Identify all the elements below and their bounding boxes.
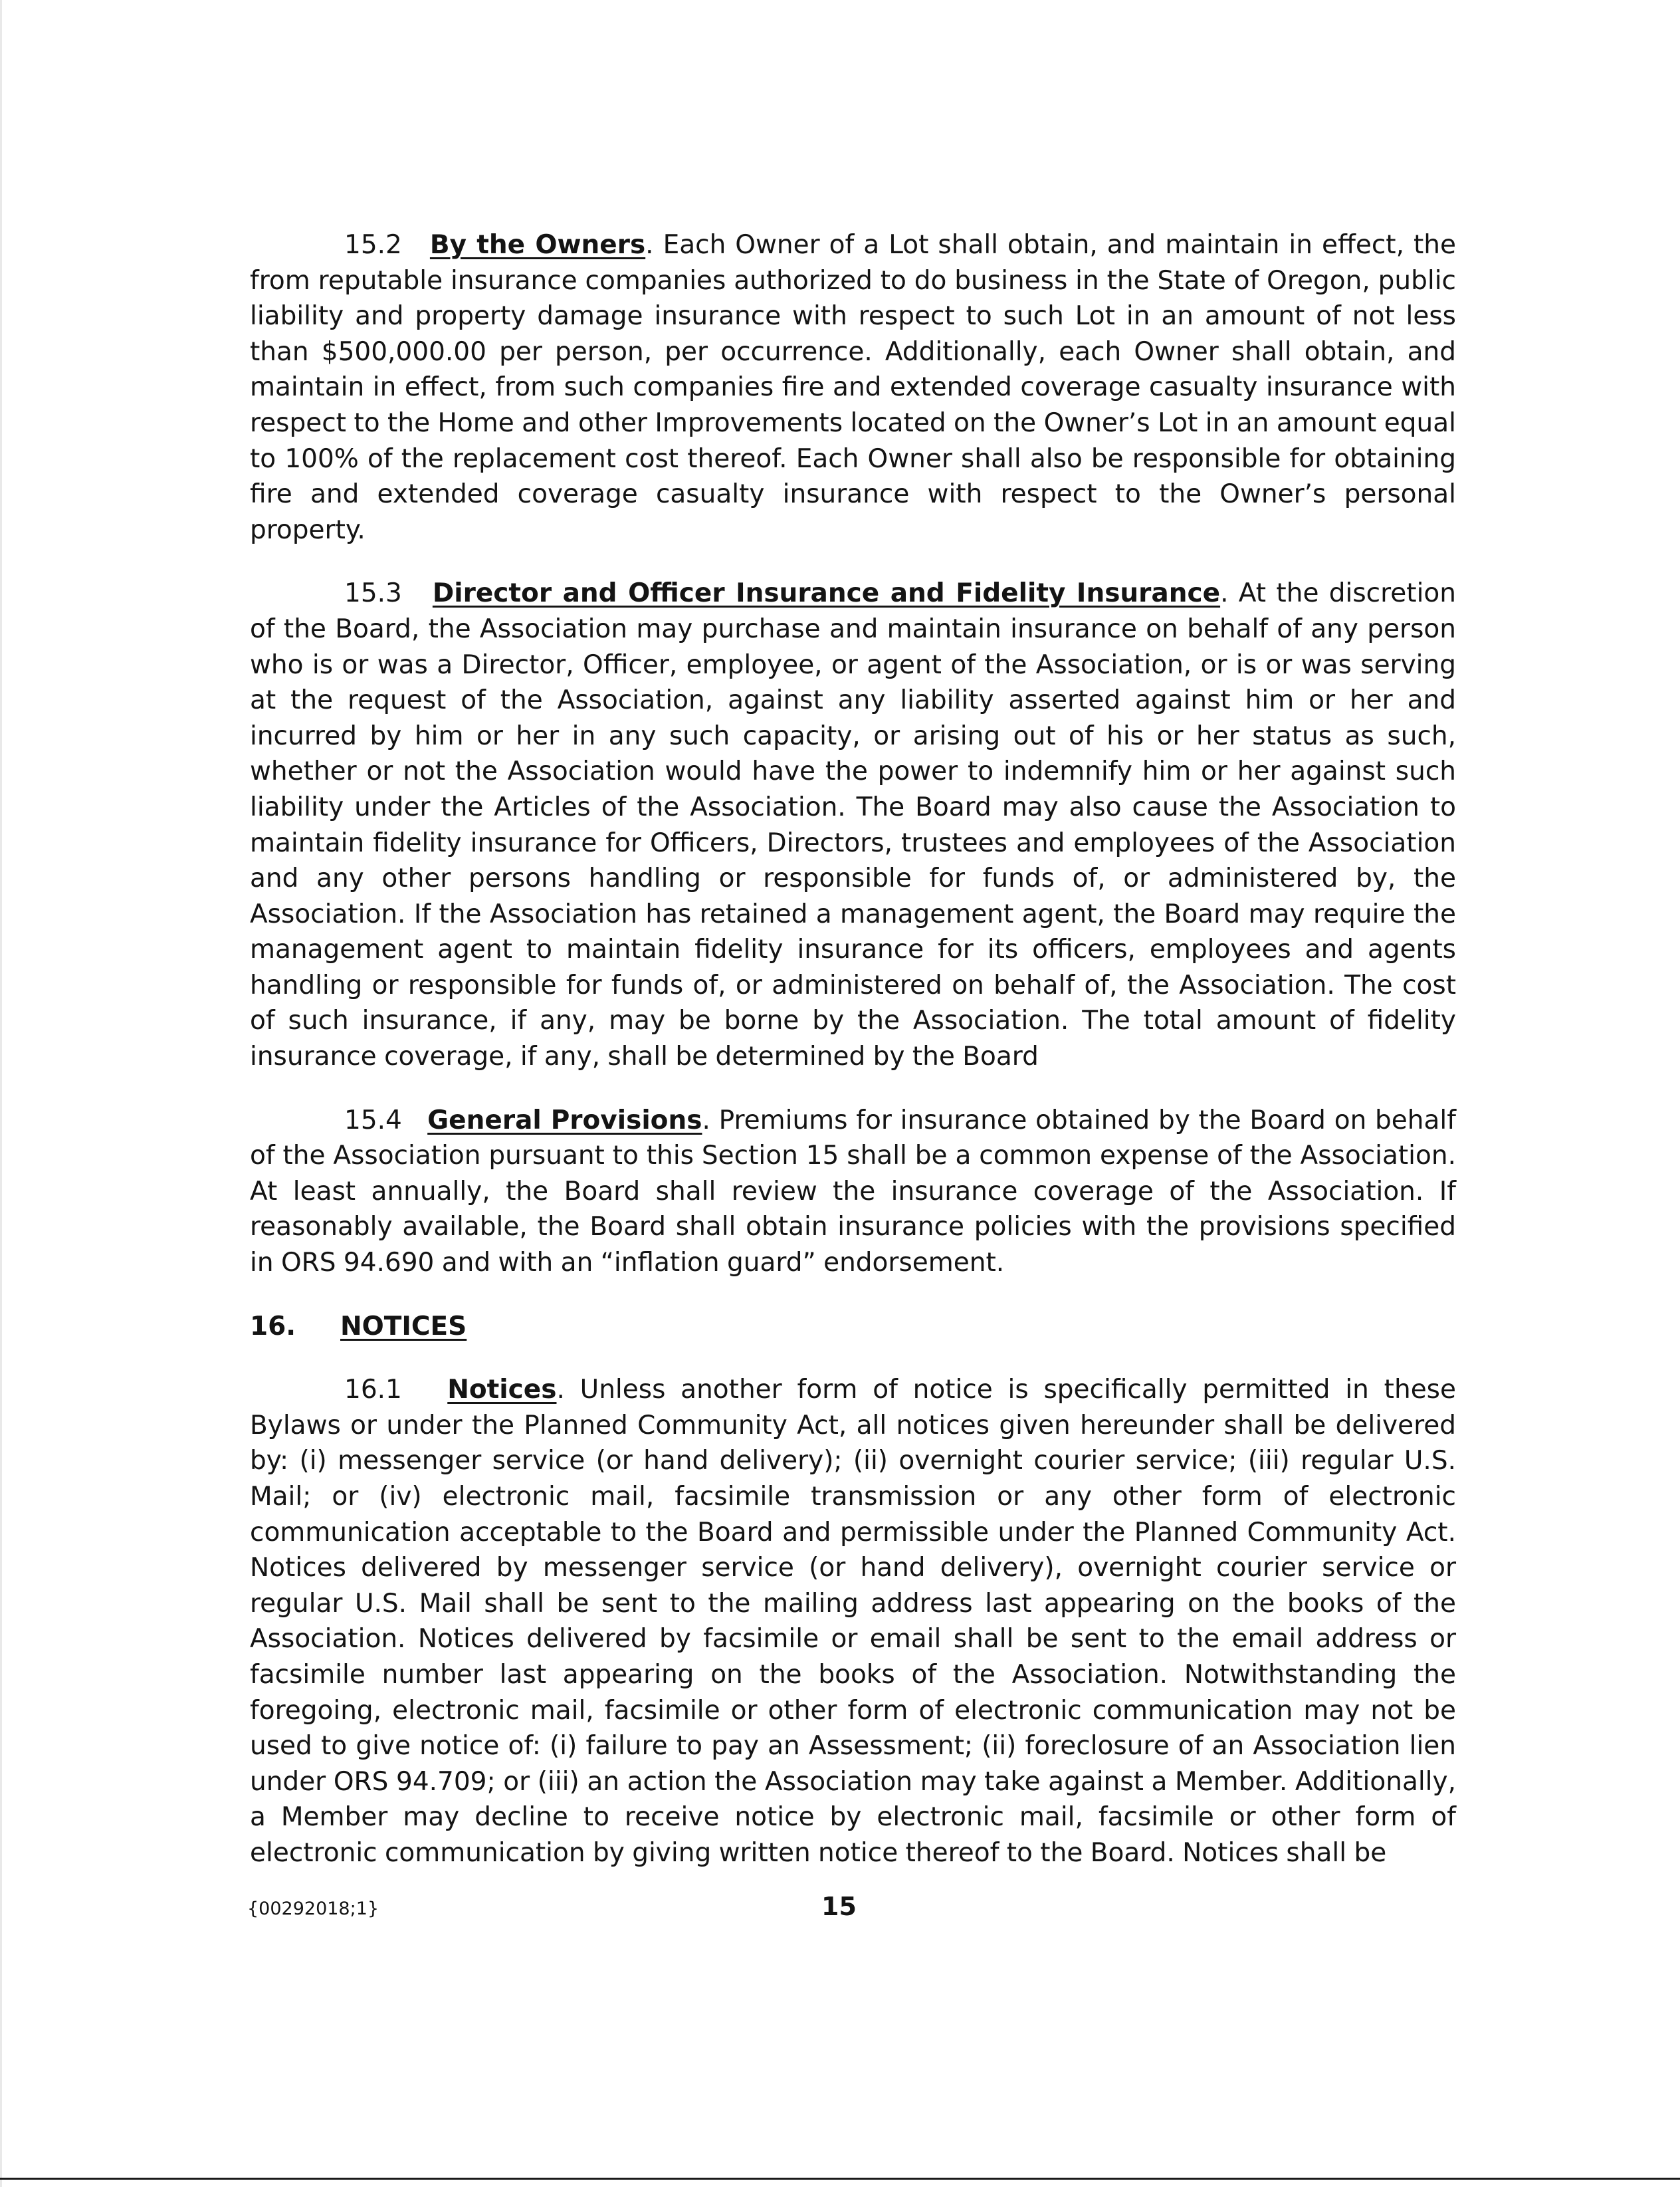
document-body (250, 227, 1456, 1871)
section-15-3 (250, 576, 1456, 1074)
section-title: Director and Officer Insurance and Fidelity Insurance (432, 578, 1221, 609)
document-id: {00292018;1} (247, 1899, 379, 1919)
page-number: 15 (821, 1892, 857, 1921)
section-title: General Provisions (427, 1105, 702, 1135)
section-body: . Unless another form of notice is specifically permitted in these Bylaws or under the Planned Community Act, all notices given hereunder shall be delivered by: (i) messenger service (or hand delivery); (ii) overnight courier service; (iii) regular U.S. Mail; or (iv) electronic mail, facsimile transmission or any other form of electronic communication acceptable to the Board and permissible under the Planned Community Act. Notices delivered by messenger service (or hand delivery), overnight courier service or regular U.S. Mail shall be sent to the mailing address last appearing on the books of the Association. Notices delivered by facsimile or email shall be sent to the email address or facsimile number last appearing on the books of the Association. Notwithstanding the foregoing, electronic mail, facsimile or other form of electronic communication may not be used to give notice of: (i) failure to pay an Assessment; (ii) foreclosure of an Association lien under ORS 94.709; or (iii) an action the Association may take against a Member. Additionally, a Member may decline to receive notice by electronic mail, facsimile or other form of electronic communication by giving written notice thereof to the Board. Notices shall be (250, 1375, 1456, 1868)
section-body: . Each Owner of a Lot shall obtain, and maintain in effect, the from reputable insurance companies authorized to do business in the State of Oregon, public liability and property damage insurance with respect to such Lot in an amount of not less than $500,000.00 per person, per occurrence. Additionally, each Owner shall obtain, and maintain in effect, from such companies fire and extended coverage casualty insurance with respect to the Home and other Improvements located on the Owner’s Lot in an amount equal to 100% of the replacement cost thereof. Each Owner shall also be responsible for obtaining fire and extended coverage casualty insurance with respect to the Owner’s personal property. (250, 230, 1456, 545)
section-15-2 (250, 227, 1456, 548)
section-15-4 (250, 1103, 1456, 1281)
section-body: . At the discretion of the Board, the Association may purchase and maintain insurance on behalf of any person who is or was a Director, Officer, employee, or agent of the Association, or is or was serving at the request of the Association, against any liability asserted against him or her and incurred by him or her in any such capacity, or arising out of his or her status as such, whether or not the Association would have the power to indemnify him or her against such liability under the Articles of the Association. The Board may also cause the Association to maintain fidelity insurance for Officers, Directors, trustees and employees of the Association and any other persons handling or responsible for funds of, or administered by, the Association. If the Association has retained a management agent, the Board may require the management agent to maintain fidelity insurance for its officers, employees and agents handling or responsible for funds of, or administered on behalf of, the Association. The cost of such insurance, if any, may be borne by the Association. The total amount of fidelity insurance coverage, if any, shall be determined by the Board (250, 578, 1456, 1072)
section-body: . Premiums for insurance obtained by the Board on behalf of the Association pursuant to this Section 15 shall be a common expense of the Association. At least annually, the Board shall review the insurance coverage of the Association. If reasonably available, the Board shall obtain insurance policies with the provisions specified in ORS 94.690 and with an “inflation guard” endorsement. (250, 1105, 1456, 1278)
section-title: NOTICES (340, 1311, 467, 1341)
section-number: 16. (250, 1311, 296, 1341)
section-16-heading (250, 1309, 1456, 1345)
section-number: 16.1 (344, 1375, 402, 1405)
section-title: Notices (447, 1375, 557, 1405)
section-number: 15.4 (344, 1105, 402, 1135)
section-number: 15.3 (344, 578, 402, 609)
section-number: 15.2 (344, 230, 402, 260)
section-title: By the Owners (429, 230, 646, 260)
bottom-scan-border (0, 2178, 1680, 2180)
scan-edge (0, 0, 2, 2187)
section-16-1 (250, 1372, 1456, 1871)
